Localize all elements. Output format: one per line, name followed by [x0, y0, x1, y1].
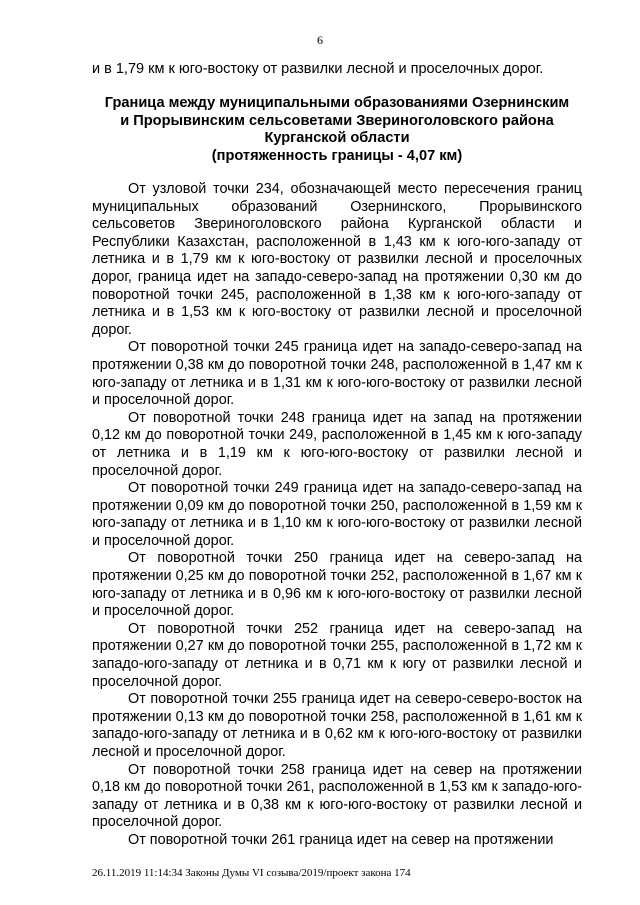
heading-line-3: Курганской области	[264, 130, 410, 146]
paragraph: От поворотной точки 249 граница идет на западо-северо-запад на протяжении 0,09 км до поворотной точки 250, расположенной в 1,59 км к юго-западу от летника и в 1,10 км к юго-юго-востоку от развилки лесной и проселочной дорог.	[92, 480, 582, 549]
paragraph: От поворотной точки 248 граница идет на запад на протяжении 0,12 км до поворотной точки 249, расположенной в 1,45 км к юго-западу от летника и в 1,19 км к юго-юго-востоку от развилки лесной и проселочной дорог.	[92, 409, 582, 479]
heading-line-1: Граница между муниципальными образованиями Озернинским	[104, 95, 570, 111]
paragraph: От поворотной точки 255 граница идет на северо-северо-восток на протяжении 0,13 км до поворотной точки 258, расположенной в 1,61 км к западо-юго-западу от летника и в 0,62 км к юго-юго-востоку от развилки лесной и проселочной дорог.	[92, 691, 582, 760]
paragraph: От поворотной точки 261 граница идет на север на протяжении	[128, 831, 554, 848]
heading-line-4: (протяженность границы - 4,07 км)	[211, 147, 463, 164]
document-body	[92, 181, 582, 850]
paragraph: От поворотной точки 258 граница идет на север на протяжении 0,18 км до поворотной точки 261, расположенной в 1,53 км к западо-юго-западу от летника и в 0,38 км к юго-юго-востоку от развилки лесной и проселочной дорог.	[92, 761, 582, 831]
paragraph: От поворотной точки 252 граница идет на северо-запад на протяжении 0,27 км до поворотной точки 255, расположенной в 1,72 км к западо-юго-западу от летника и в 0,71 км к югу от развилки лесной и проселочной дорог.	[92, 620, 582, 690]
document-footer: 26.11.2019 11:14:34 Законы Думы VI созыва/2019/проект закона 174	[92, 867, 411, 879]
paragraph: От поворотной точки 245 граница идет на западо-северо-запад на протяжении 0,38 км до поворотной точки 248, расположенной в 1,47 км к юго-западу от летника и в 1,31 км к юго-юго-востоку от развилки лесной и проселочной дорог.	[92, 339, 582, 409]
heading-line-2: и Прорывинским сельсоветами Звериноголовского района	[120, 112, 554, 129]
continuation-line: и в 1,79 км к юго-востоку от развилки лесной и проселочных дорог.	[92, 61, 544, 77]
section-heading	[92, 95, 582, 165]
paragraph: От поворотной точки 250 граница идет на северо-запад на протяжении 0,25 км до поворотной точки 252, расположенной в 1,67 км к юго-западу от летника и в 0,96 км к юго-юго-востоку от развилки лесной и проселочной дорог.	[92, 550, 582, 620]
page-number: 6	[317, 33, 323, 47]
paragraph: От узловой точки 234, обозначающей место пересечения границ муниципальных образований Озернинского, Прорывинского сельсоветов Звериноголовского района Курганской области и Республики Казахстан, расположенной в 1,43 км к юго-юго-западу от летника и в 1,79 км к юго-востоку от развилки лесной и проселочных дорог, граница идет на западо-северо-запад на протяжении 0,30 км до поворотной точки 245, расположенной в 1,38 км к юго-юго-западу от летника и в 1,53 км к юго-востоку от развилки лесной и проселочной дорог.	[92, 181, 582, 338]
